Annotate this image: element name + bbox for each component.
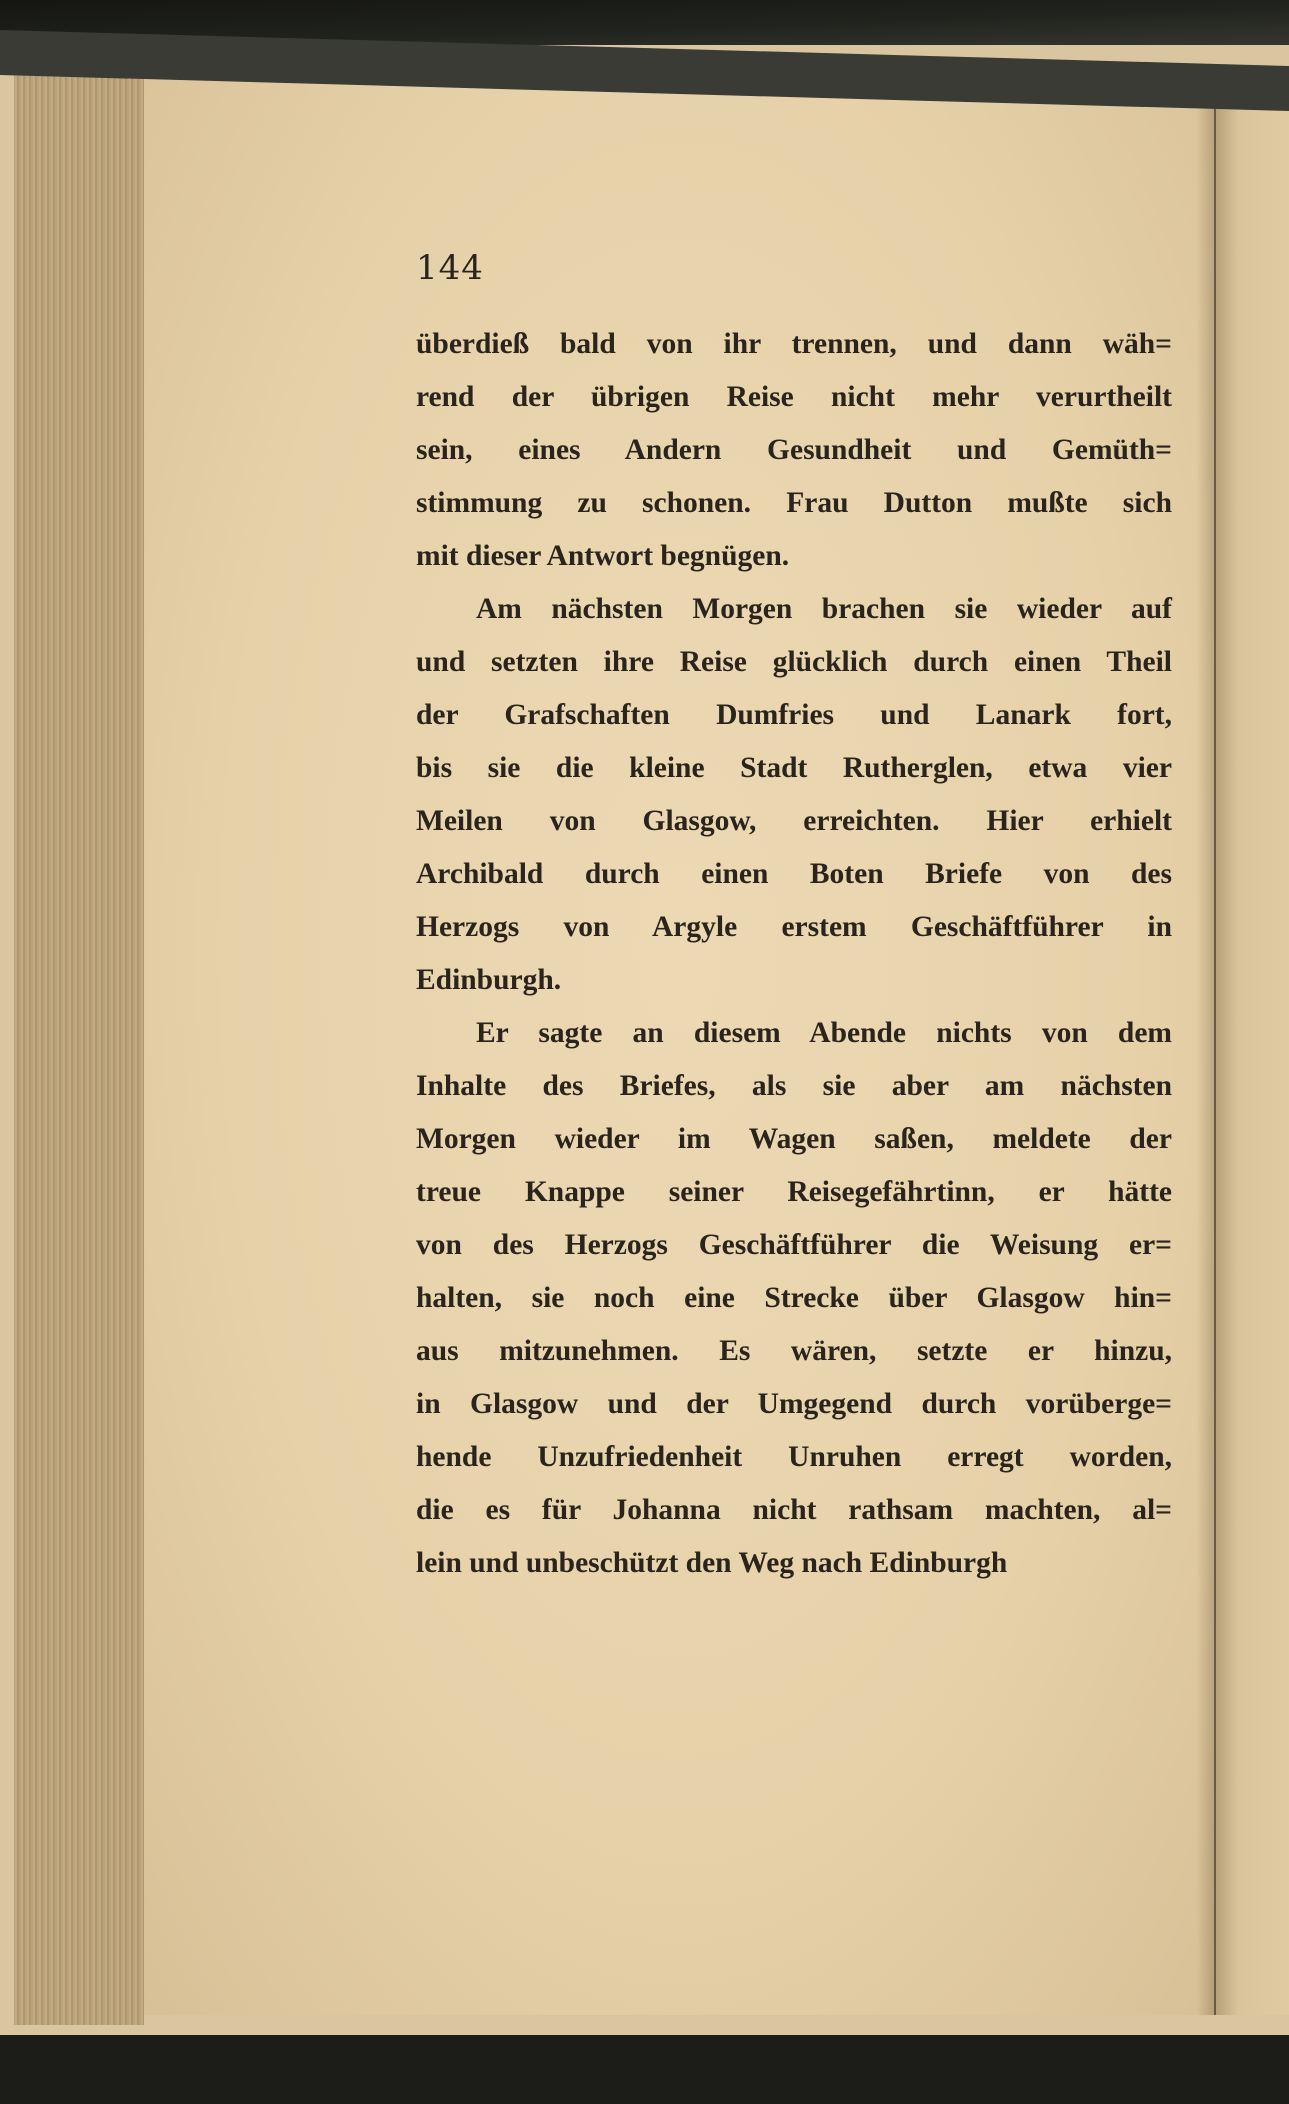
text-line: Er sagte an diesem Abende nichts von dem bbox=[476, 1017, 1172, 1049]
page-text bbox=[416, 248, 1172, 1590]
text-line: bis sie die kleine Stadt Rutherglen, etwa vier bbox=[416, 752, 1172, 784]
text-line: lein und unbeschützt den Weg nach Edinburgh bbox=[416, 1547, 1008, 1579]
text-line: Meilen von Glasgow, erreichten. Hier erhielt bbox=[416, 805, 1172, 837]
text-line: Inhalte des Briefes, als sie aber am nächsten bbox=[416, 1070, 1172, 1102]
text-line: halten, sie noch eine Strecke über Glasgow hin= bbox=[416, 1282, 1172, 1314]
text-line: sein, eines Andern Gesundheit und Gemüth= bbox=[416, 434, 1172, 466]
text-line: überdieß bald von ihr trennen, und dann wäh= bbox=[416, 328, 1172, 360]
text-line: und setzten ihre Reise glücklich durch einen Theil bbox=[416, 646, 1172, 678]
text-line: mit dieser Antwort begnügen. bbox=[416, 540, 790, 572]
text-line: in Glasgow und der Umgegend durch vorüberge= bbox=[416, 1388, 1172, 1420]
text-line: der Grafschaften Dumfries und Lanark fort, bbox=[416, 699, 1172, 731]
text-line: von des Herzogs Geschäftführer die Weisung er= bbox=[416, 1229, 1172, 1261]
text-line: die es für Johanna nicht rathsam machten, al= bbox=[416, 1494, 1172, 1526]
text-line: Edinburgh. bbox=[416, 964, 562, 996]
text-line: Am nächsten Morgen brachen sie wieder auf bbox=[476, 593, 1172, 625]
gutter-shadow bbox=[1196, 75, 1214, 2015]
page-edges bbox=[14, 65, 144, 2025]
text-line: Archibald durch einen Boten Briefe von des bbox=[416, 858, 1172, 890]
body-text bbox=[416, 318, 1172, 1590]
text-line: Morgen wieder im Wagen saßen, meldete der bbox=[416, 1123, 1172, 1155]
facing-page-edge bbox=[1214, 75, 1289, 2015]
text-line: Herzogs von Argyle erstem Geschäftführer in bbox=[416, 911, 1172, 943]
text-line: stimmung zu schonen. Frau Dutton mußte sich bbox=[416, 487, 1172, 519]
text-line: hende Unzufriedenheit Unruhen erregt worden, bbox=[416, 1441, 1172, 1473]
page-number: 144 bbox=[416, 248, 484, 288]
text-line: treue Knappe seiner Reisegefährtinn, er hätte bbox=[416, 1176, 1172, 1208]
text-line: rend der übrigen Reise nicht mehr verurtheilt bbox=[416, 381, 1172, 413]
text-line: aus mitzunehmen. Es wären, setzte er hinzu, bbox=[416, 1335, 1172, 1367]
